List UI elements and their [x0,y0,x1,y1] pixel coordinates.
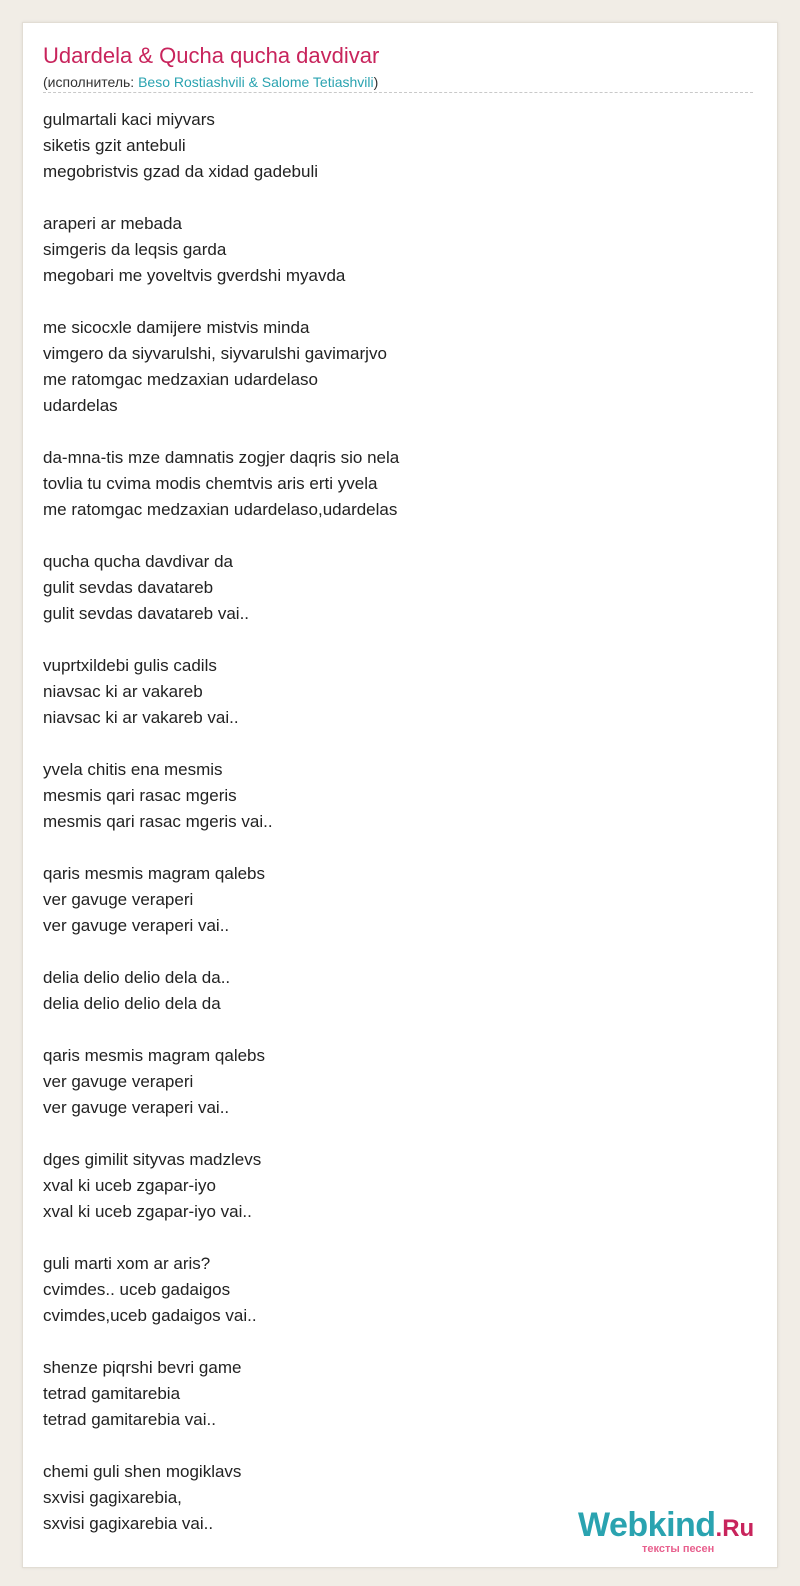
title-divider [43,92,753,93]
lyrics-line: udardelas [43,396,118,415]
lyrics-line: me ratomgac medzaxian udardelaso,udardelas [43,500,398,519]
lyrics-line: delia delio delio dela da [43,994,221,1013]
lyrics-line: simgeris da leqsis garda [43,240,227,259]
logo-word: Webkind [578,1506,716,1544]
lyrics-line: niavsac ki ar vakareb [43,682,203,701]
lyrics-line: sxvisi gagixarebia vai.. [43,1514,214,1533]
lyrics-stanza [43,107,753,185]
lyrics-line: vimgero da siyvarulshi, siyvarulshi gavimarjvo [43,344,387,363]
lyrics-line: da-mna-tis mze damnatis zogjer daqris sio nela [43,448,400,467]
lyrics-line: xval ki uceb zgapar-iyo vai.. [43,1202,252,1221]
lyrics-stanza [43,445,753,523]
logo-wordmark [578,1506,754,1545]
lyrics-line: siketis gzit antebuli [43,136,186,155]
lyrics-line: mesmis qari rasac mgeris vai.. [43,812,273,831]
lyrics-line: qaris mesmis magram qalebs [43,1046,266,1065]
lyrics-stanza [43,315,753,419]
lyrics-line: gulit sevdas davatareb vai.. [43,604,250,623]
lyrics-line: me ratomgac medzaxian udardelaso [43,370,318,389]
lyrics-line: shenze piqrshi bevri game [43,1358,242,1377]
logo-tld: .Ru [715,1515,755,1542]
lyrics-line: guli marti xom ar aris? [43,1254,211,1273]
performer-prefix: (исполнитель: [43,74,139,90]
lyrics-line: tetrad gamitarebia [43,1384,181,1403]
lyrics-line: tovlia tu cvima modis chemtvis aris erti yvela [43,474,378,493]
lyrics-line: ver gavuge veraperi [43,1072,194,1091]
lyrics-line: megobristvis gzad da xidad gadebuli [43,162,319,181]
lyrics-stanza [43,1043,753,1121]
lyrics-line: dges gimilit sityvas madzlevs [43,1150,262,1169]
webkind-logo[interactable] [578,1506,778,1556]
performer-suffix: ) [373,74,379,90]
lyrics-line: sxvisi gagixarebia, [43,1488,182,1507]
lyrics-line: mesmis qari rasac mgeris [43,786,237,805]
lyrics-line: delia delio delio dela da.. [43,968,231,987]
lyrics-stanza [43,757,753,835]
lyrics-stanza [43,1147,753,1225]
lyrics-line: gulmartali kaci miyvars [43,110,215,129]
lyrics-line: yvela chitis ena mesmis [43,760,223,779]
lyrics-card [22,22,778,1568]
lyrics-line: megobari me yoveltvis gverdshi myavda [43,266,346,285]
lyrics-line: vuprtxildebi gulis cadils [43,656,217,675]
performer-line [43,74,378,90]
lyrics-line: me sicocxle damijere mistvis minda [43,318,310,337]
lyrics-line: cvimdes,uceb gadaigos vai.. [43,1306,257,1325]
lyrics-line: araperi ar mebada [43,214,182,233]
lyrics-stanza [43,653,753,731]
lyrics-body [43,107,753,1563]
lyrics-line: qaris mesmis magram qalebs [43,864,266,883]
lyrics-line: gulit sevdas davatareb [43,578,214,597]
lyrics-line: niavsac ki ar vakareb vai.. [43,708,239,727]
song-title: Udardela & Qucha qucha davdivar [43,43,380,68]
lyrics-line: qucha qucha davdivar da [43,552,233,571]
lyrics-line: ver gavuge veraperi [43,890,194,909]
lyrics-line: ver gavuge veraperi vai.. [43,1098,230,1117]
performer-link[interactable]: Beso Rostiashvili & Salome Tetiashvili [138,74,374,90]
lyrics-stanza [43,965,753,1017]
lyrics-stanza [43,211,753,289]
logo-tagline: тексты песен [642,1543,715,1555]
lyrics-line: ver gavuge veraperi vai.. [43,916,230,935]
lyrics-line: xval ki uceb zgapar-iyo [43,1176,216,1195]
lyrics-stanza [43,1251,753,1329]
lyrics-line: cvimdes.. uceb gadaigos [43,1280,231,1299]
lyrics-stanza [43,549,753,627]
lyrics-line: tetrad gamitarebia vai.. [43,1410,216,1429]
lyrics-stanza [43,1355,753,1433]
lyrics-stanza [43,861,753,939]
lyrics-line: chemi guli shen mogiklavs [43,1462,242,1481]
